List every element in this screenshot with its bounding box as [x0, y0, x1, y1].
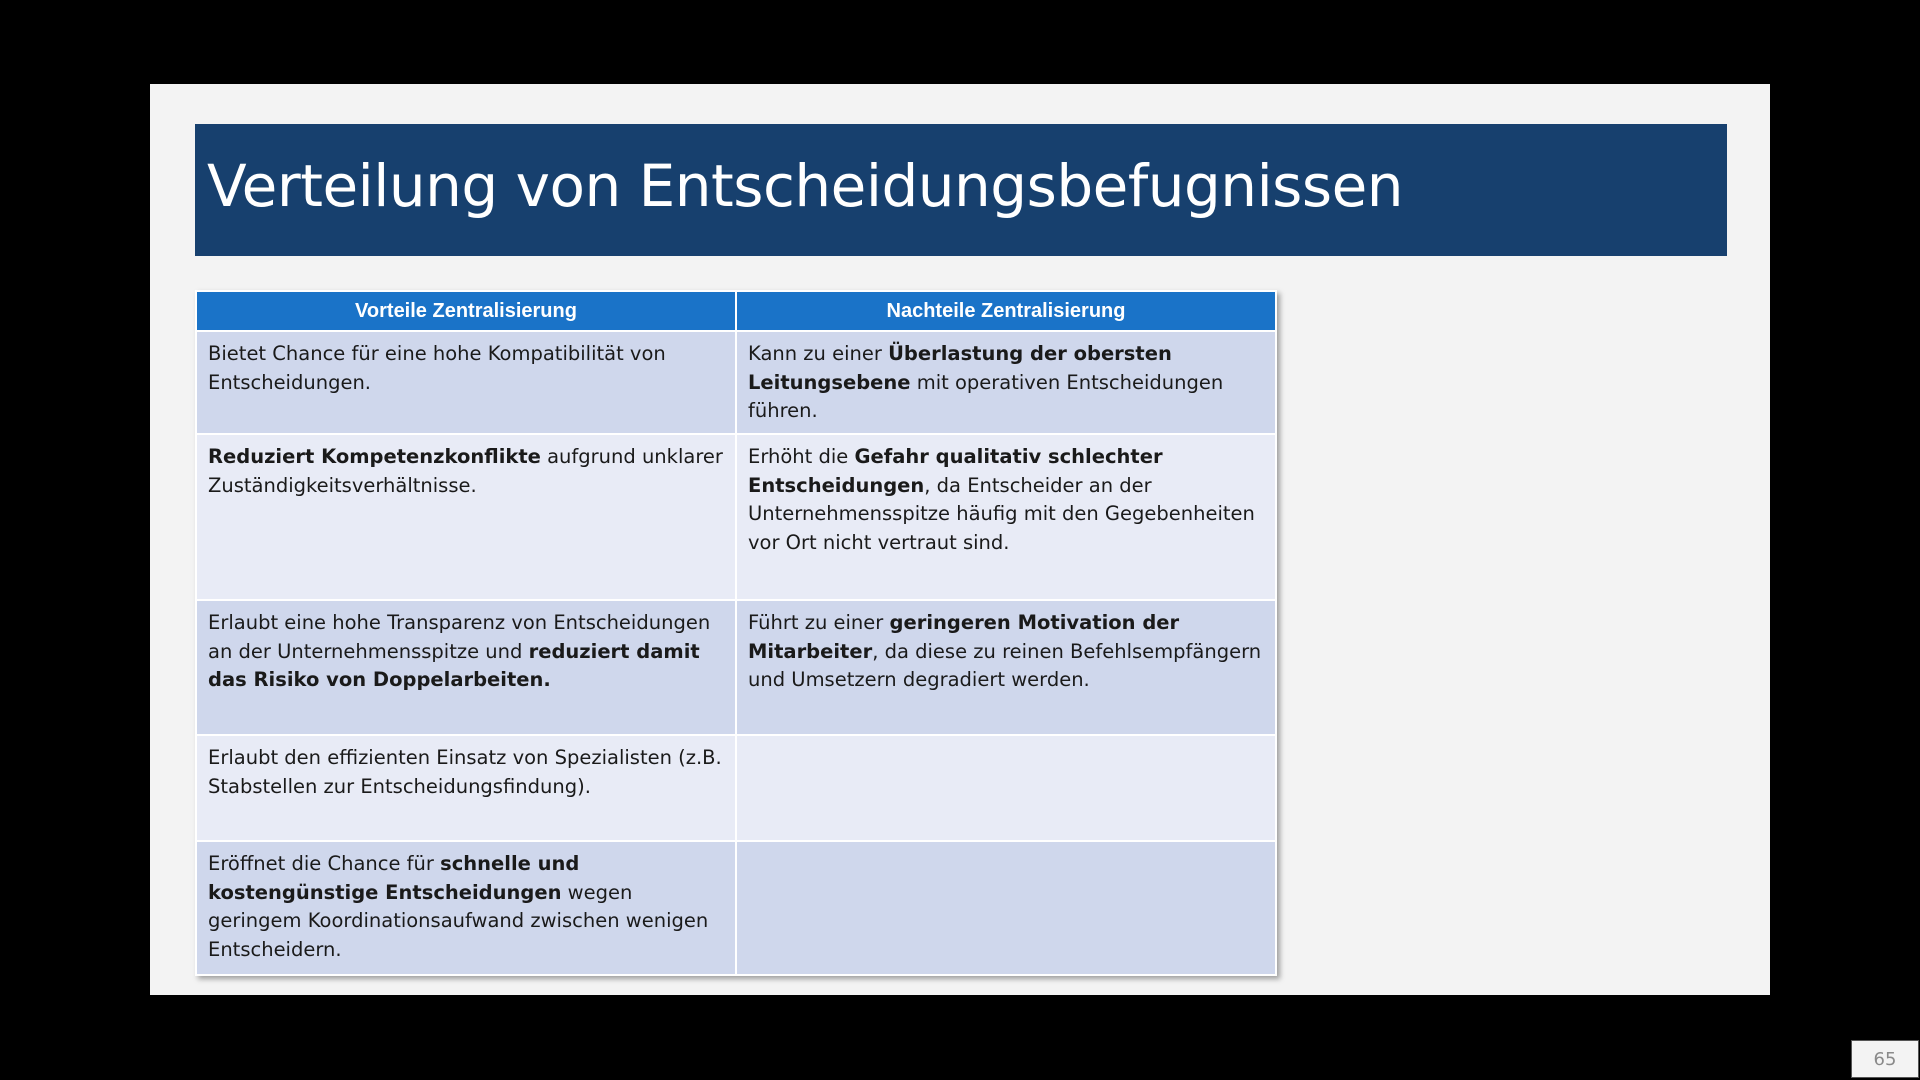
emphasis-text: reduziert damit das Risiko von Doppelarbeiten. [208, 639, 700, 691]
disadvantage-cell [736, 600, 1276, 735]
emphasis-text: geringeren Motivation der Mitarbeiter [748, 611, 1180, 663]
advantage-cell [196, 841, 736, 975]
empty-cell [736, 735, 1276, 841]
table-row [196, 841, 1276, 975]
table-row [196, 735, 1276, 841]
cell-text: , da Entscheider an der Unternehmensspitze häufig mit den Gegebenheiten vor Ort nicht vertraut sind. [748, 473, 1255, 554]
cell-text: Erlaubt eine hohe Transparenz von Entscheidungen an der Unternehmensspitze und [208, 611, 711, 663]
empty-cell [736, 841, 1276, 975]
cell-text: Eröffnet die Chance für [208, 852, 441, 875]
advantage-cell [196, 434, 736, 600]
header-disadvantages: Nachteile Zentralisierung [736, 291, 1276, 331]
cell-text: Führt zu einer [748, 611, 890, 634]
table-row [196, 600, 1276, 735]
cell-text: Bietet Chance für eine hohe Kompatibilität von Entscheidungen. [208, 342, 666, 394]
emphasis-text: Gefahr qualitativ schlechter Entscheidungen [748, 445, 1163, 497]
title-bar [195, 124, 1727, 256]
table-row [196, 434, 1276, 600]
slide [150, 84, 1897, 1070]
advantage-cell [196, 331, 736, 434]
cell-text: Erhöht die [748, 445, 855, 468]
cell-text: wegen geringem Koordinationsaufwand zwischen wenigen Entscheidern. [208, 880, 709, 961]
slide-number: 65 [1851, 1040, 1919, 1078]
disadvantage-cell [736, 331, 1276, 434]
emphasis-text: Reduziert Kompetenzkonflikte [208, 445, 541, 468]
cell-text: , da diese zu reinen Befehlsempfängern und Umsetzern degradiert werden. [748, 639, 1262, 691]
disadvantage-cell [736, 434, 1276, 600]
table-row [196, 331, 1276, 434]
advantage-cell [196, 600, 736, 735]
emphasis-text: schnelle und kostengünstige Entscheidungen [208, 852, 580, 904]
cell-text: mit operativen Entscheidungen führen. [748, 370, 1224, 422]
header-advantages: Vorteile Zentralisierung [196, 291, 736, 331]
comparison-table [195, 290, 1277, 976]
table-header-row [196, 291, 1276, 331]
cell-text: Erlaubt den effizienten Einsatz von Spezialisten (z.B. Stabstellen zur Entscheidungsfindung). [208, 746, 722, 798]
cell-text: aufgrund unklarer Zuständigkeitsverhältnisse. [208, 445, 723, 497]
advantage-cell [196, 735, 736, 841]
cell-text: Kann zu einer [748, 342, 889, 365]
emphasis-text: Überlastung der obersten Leitungsebene [748, 342, 1172, 394]
slide-title: Verteilung von Entscheidungsbefugnissen [207, 152, 1404, 220]
